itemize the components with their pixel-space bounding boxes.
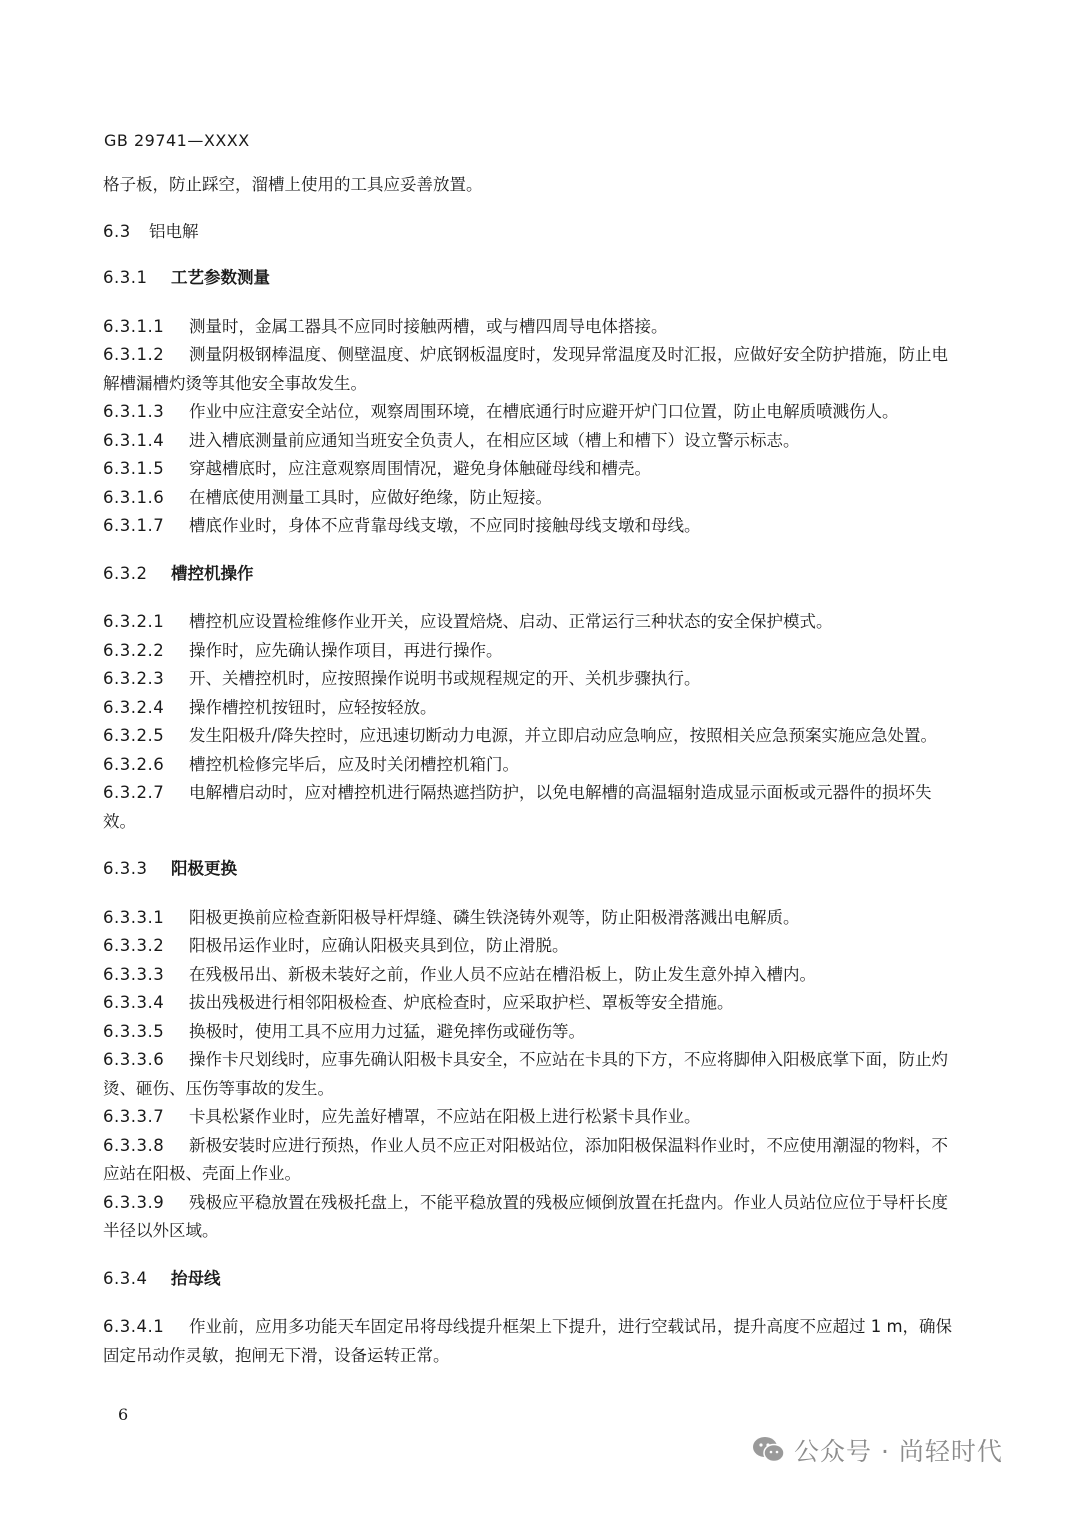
clause [103,989,963,1018]
subsection-heading [103,855,963,884]
clause-text: 穿越槽底时，应注意观察周围情况，避免身体触碰母线和槽壳。 [189,459,651,478]
clause [103,779,963,836]
wechat-icon [752,1435,786,1465]
clause [103,961,963,990]
clause-text: 阳极吊运作业时，应确认阳极夹具到位，防止滑脱。 [189,936,569,955]
subsection-number: 6.3.4 [103,1268,148,1288]
subsection-heading [103,1265,963,1294]
clause-text: 卡具松紧作业时，应先盖好槽罩，不应站在阳极上进行松紧卡具作业。 [189,1107,701,1126]
subsection-number: 6.3.2 [103,563,148,583]
clause-number: 6.3.1.3 [103,402,165,421]
clause [103,455,963,484]
clause-text: 在槽底使用测量工具时，应做好绝缘，防止短接。 [189,487,552,507]
clause [103,665,963,694]
subsection-number: 6.3.3 [103,859,148,878]
clause-text: 操作时，应先确认操作项目，再进行操作。 [189,640,503,660]
clause-number: 6.3.2.5 [103,726,165,745]
clause-list [103,608,963,836]
watermark [752,1432,1003,1468]
subsection-heading [103,560,963,589]
clause-text: 电解槽启动时，应对槽控机进行隔热遮挡防护，以免电解槽的高温辐射造成显示面板或元器件的损坏失效。 [103,783,932,831]
clause-number: 6.3.1.1 [103,316,165,336]
clause-text: 拔出残极进行相邻阳极检查、炉底检查时，应采取护栏、罩板等安全措施。 [189,993,734,1012]
clause [103,694,963,723]
clause-number: 6.3.3.4 [103,993,165,1012]
clause-text: 槽底作业时，身体不应背靠母线支墩，不应同时接触母线支墩和母线。 [189,516,701,535]
continuation-paragraph: 格子板，防止踩空，溜槽上使用的工具应妥善放置。 [103,175,483,194]
clause [103,904,963,933]
clause-number: 6.3.3.5 [103,1021,165,1041]
section-heading [103,218,963,247]
clause-text: 进入槽底测量前应通知当班安全负责人，在相应区域（槽上和槽下）设立警示标志。 [189,430,800,450]
clause-list [103,313,963,541]
section-title: 铝电解 [149,221,199,241]
clause-text: 在残极吊出、新极未装好之前，作业人员不应站在槽沿板上，防止发生意外掉入槽内。 [189,964,816,984]
clause-number: 6.3.1.2 [103,345,165,364]
clause-list [103,904,963,1246]
clause-number: 6.3.3.9 [103,1192,165,1212]
clause-number: 6.3.2.4 [103,697,165,717]
clause-text: 槽控机检修完毕后，应及时关闭槽控机箱门。 [189,754,519,774]
clause-list [103,1313,963,1370]
clause [103,427,963,456]
clause-number: 6.3.1.5 [103,459,165,478]
page-number: 6 [118,1405,129,1424]
clause [103,1313,963,1370]
clause-text: 槽控机应设置检维修作业开关，应设置焙烧、启动、正常运行三种状态的安全保护模式。 [189,612,833,631]
clause-number: 6.3.2.3 [103,669,165,688]
document-body [103,171,963,1389]
watermark-text: 公众号 · 尚轻时代 [794,1437,1003,1466]
clause-text: 换极时，使用工具不应用力过猛，避免摔伤或碰伤等。 [189,1021,585,1041]
clause [103,637,963,666]
clause [103,313,963,342]
clause-text: 阳极更换前应检查新阳极导杆焊缝、磷生铁浇铸外观等，防止阳极滑落溅出电解质。 [189,907,800,927]
subsection-title: 工艺参数测量 [171,268,270,287]
clause-text: 作业前，应用多功能天车固定吊将母线提升框架上下提升，进行空载试吊，提升高度不应超过 1 m，确保固定吊动作灵敏，抱闸无下滑，设备运转正常。 [103,1317,953,1365]
clause-text: 新极安装时应进行预热，作业人员不应正对阳极站位，添加阳极保温料作业时，不应使用潮湿的物料，不应站在阳极、壳面上作业。 [103,1135,948,1183]
clause [103,608,963,637]
clause-text: 发生阳极升/降失控时，应迅速切断动力电源，并立即启动应急响应，按照相关应急预案实施应急处置。 [189,726,938,745]
clause-number: 6.3.2.1 [103,612,165,631]
clause-number: 6.3.2.7 [103,783,165,802]
document-code: GB 29741—XXXX [104,131,250,150]
clause [103,1132,963,1189]
clause-text: 残极应平稳放置在残极托盘上，不能平稳放置的残极应倾倒放置在托盘内。作业人员站位应位于导杆长度半径以外区域。 [103,1192,948,1240]
clause-number: 6.3.3.7 [103,1107,165,1126]
clause [103,1046,963,1103]
clause-text: 开、关槽控机时，应按照操作说明书或规程规定的开、关机步骤执行。 [189,669,701,688]
subsection-heading [103,264,963,293]
clause-number: 6.3.1.4 [103,430,165,450]
clause-number: 6.3.2.6 [103,754,165,774]
clause-text: 测量时，金属工器具不应同时接触两槽，或与槽四周导电体搭接。 [189,316,668,336]
clause-text: 测量阴极钢棒温度、侧壁温度、炉底钢板温度时，发现异常温度及时汇报，应做好安全防护措施，防止电解槽漏槽灼烫等其他安全事故发生。 [103,345,948,393]
clause [103,398,963,427]
clause [103,512,963,541]
clause [103,341,963,398]
subsection-title: 槽控机操作 [171,563,254,583]
clause-number: 6.3.2.2 [103,640,165,660]
clause-text: 作业中应注意安全站位，观察周围环境，在槽底通行时应避开炉门口位置，防止电解质喷溅伤人。 [189,402,899,421]
subsections [103,264,963,1370]
clause [103,1103,963,1132]
clause [103,751,963,780]
clause [103,1018,963,1047]
clause-number: 6.3.3.6 [103,1050,165,1069]
clause [103,1189,963,1246]
clause-text: 操作槽控机按钮时，应轻按轻放。 [189,697,437,717]
subsection-title: 阳极更换 [171,859,237,878]
clause [103,932,963,961]
clause-number: 6.3.3.1 [103,907,165,927]
clause-text: 操作卡尺划线时，应事先确认阳极卡具安全，不应站在卡具的下方，不应将脚伸入阳极底掌下面，防止灼烫、砸伤、压伤等事故的发生。 [103,1050,948,1098]
clause-number: 6.3.3.2 [103,936,165,955]
clause-number: 6.3.4.1 [103,1317,165,1336]
clause [103,484,963,513]
clause [103,722,963,751]
clause-number: 6.3.1.7 [103,516,165,535]
subsection-title: 抬母线 [171,1268,221,1288]
subsection-number: 6.3.1 [103,268,148,287]
clause-number: 6.3.3.3 [103,964,165,984]
clause-number: 6.3.3.8 [103,1135,165,1155]
section-number: 6.3 [103,221,131,241]
clause-number: 6.3.1.6 [103,487,165,507]
